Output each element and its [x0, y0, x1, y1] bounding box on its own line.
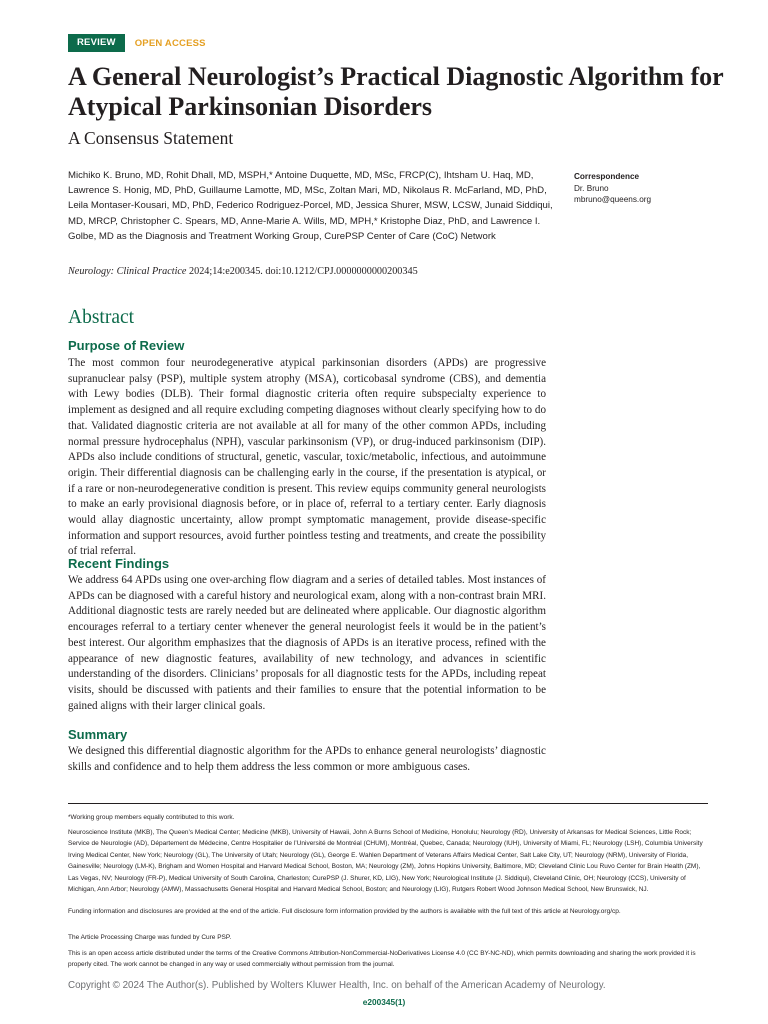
- citation-details[interactable]: 2024;14:e200345. doi:10.1212/CPJ.0000000000200345: [186, 266, 418, 277]
- purpose-text: The most common four neurodegenerative atypical parkinsonian disorders (APDs) are progressive supranuclear palsy (PSP), multiple system atrophy (MSA), corticobasal syndrome (CBS), and dementia with Lewy bodies (DLB). Their formal diagnostic criteria often require subspecialty experience to implement as designed and all require excluding competing diagnoses without clearly specifying how to do that. Validated diagnostic criteria are not available at all for many of the other common APDs, including normal pressure hydrocephalus (NPH), vascular parkinsonism (VP), or drug-induced parkinsonism (DIP). APDs also include conditions of structural, genetic, vascular, toxic/metabolic, infectious, and autoimmune origin. Their differential diagnosis can be challenging early in the course, if the presentation is atypical, or if a rare or non-neurodegenerative condition is present. This review equips community general neurologists to make an early provisional diagnosis before, or in place of, referral to a tertiary center. Early diagnosis would allay diagnostic uncertainty, allow prompt symptomatic management, provide disease-specific information and support resources, avoid further pointless testing and treatments, and create the possibility of trial referral.: [68, 357, 546, 558]
- article-title: A General Neurologist’s Practical Diagnostic Algorithm for Atypical Parkinsonian Disorders: [68, 62, 724, 121]
- open-access-badge[interactable]: OPEN ACCESS: [134, 37, 206, 49]
- correspondence-name: Dr. Bruno: [574, 183, 609, 193]
- article-badges: [68, 34, 206, 52]
- findings-heading: Recent Findings: [68, 556, 170, 571]
- journal-name: Neurology: Clinical Practice: [68, 266, 187, 277]
- review-badge: REVIEW: [68, 34, 125, 52]
- author-list: Michiko K. Bruno, MD, Rohit Dhall, MD, MSPH,* Antoine Duquette, MD, MSc, FRCP(C), Ihtsham U. Haq, MD, Lawrence S. Honig, MD, PhD, Guillaume Lamotte, MD, MSc, Zoltan Mari, MD, Nikolaus R. McFarland, MD, PhD, Leila Montaser-Kousari, MD, PhD, Federico Rodriguez-Porcel, MD, Jessica Shurer, MSW, LCSW, Junaid Siddiqui, MD, MRCP, Christopher C. Spears, MD, Anne-Marie A. Wills, MD, MPH,* Kristophe Diaz, PhD, and Lawrence I. Golbe, MD as the Diagnosis and Treatment Working Group, CurePSP Center of Care (CoC) Network: [68, 170, 553, 242]
- findings-text: We address 64 APDs using one over-arching flow diagram and a series of detailed tables. Most instances of APDs can be diagnosed with a careful history and neurological exam, along with a non-contrast brain MRI. Additional diagnostic tests are rarely needed but are delineated where applicable. Our diagnostic algorithm encourages referral to a tertiary center whenever the general neurologist feels it would be in the patient’s best interest. Our algorithm emphasizes that the diagnosis of APDs is an iterative process, refined with the appearance of new diagnostic features, availability of new technology, and advances in scientific understanding of the disorders. Clinicians’ proposals for all diagnostic tests for the APDs, including repeat visits, should be discussed with patients and their families to ensure that the potential information to be gained aligns with their larger clinical goals.: [68, 574, 546, 712]
- correspondence-block: [574, 171, 724, 206]
- article-subtitle: A Consensus Statement: [68, 128, 234, 148]
- citation-line: [68, 266, 418, 277]
- abstract-heading: Abstract: [68, 307, 135, 328]
- copyright-line: Copyright © 2024 The Author(s). Published by Wolters Kluwer Health, Inc. on behalf of the American Academy of Neurology.: [68, 980, 606, 991]
- footnote-divider: [68, 803, 708, 804]
- footnote-apc: The Article Processing Charge was funded by Cure PSP.: [68, 934, 232, 941]
- summary-text: We designed this differential diagnostic algorithm for the APDs to enhance general neurologists’ diagnostic skills and confidence and to help them address the less common or more ambiguous cases.: [68, 745, 546, 773]
- correspondence-email[interactable]: mbruno@queens.org: [574, 195, 652, 204]
- footnote-funding: Funding information and disclosures are provided at the end of the article. Full disclosure form information provided by the authors is available with the full text of this article at Neurology.org/cp.: [68, 908, 621, 915]
- purpose-heading: Purpose of Review: [68, 338, 185, 353]
- footnote-equal-contribution: *Working group members equally contributed to this work.: [68, 814, 235, 821]
- page-number: e200345(1): [362, 997, 406, 1007]
- footnote-license: This is an open access article distributed under the terms of the Creative Commons Attribution-NonCommercial-NoDerivatives License 4.0 (CC BY-NC-ND), which permits downloading and sharing the work provided it is properly cited. The work cannot be changed in any way or used commercially without permission from the journal.: [68, 950, 696, 969]
- footnote-affiliations: Neuroscience Institute (MKB), The Queen’s Medical Center; Medicine (MKB), University of Hawaii, John A Burns School of Medicine, Honolulu; Neurology (RD), University of Arkansas for Medical Sciences, Little Rock; Service de Neurologie (AD), Département de Médecine, Centre Hospitalier de l’Université de Montréal (CHUM), Montréal, Quebec, Canada; Neurology (IUH), University of Miami, FL; Neurology (LSH), Columbia University Irving Medical Center, New York; Neurology (GL), The University of Utah; Neurology (GL), George E. Wahlen Department of Veterans Affairs Medical Center, Salt Lake City, UT; Neurology (NRM), University of Florida, Gainesville; Neurology (LM-K), Brigham and Women Hospital and Harvard Medical School, Boston, MA; Neurology (ZM), Johns Hopkins University, Baltimore, MD; Cleveland Clinic Lou Ruvo Center for Brain Health (ZM), Las Vegas, NV; Neurology (FR-P), Medical University of South Carolina, Charleston; CurePSP (J. Shurer, KD, LIG), New York; Neurological Institute (J. Siddiqui), Cleveland Clinic, OH; Neurology (CCS), University of Michigan, Ann Arbor; Neurology (AMW), Massachusetts General Hospital and Harvard Medical School, Boston; and Neurology (LIG), Rutgers Robert Wood Johnson Medical School, New Brunswick, NJ.: [68, 829, 703, 894]
- correspondence-heading: Correspondence: [574, 172, 640, 181]
- summary-heading: Summary: [68, 727, 128, 742]
